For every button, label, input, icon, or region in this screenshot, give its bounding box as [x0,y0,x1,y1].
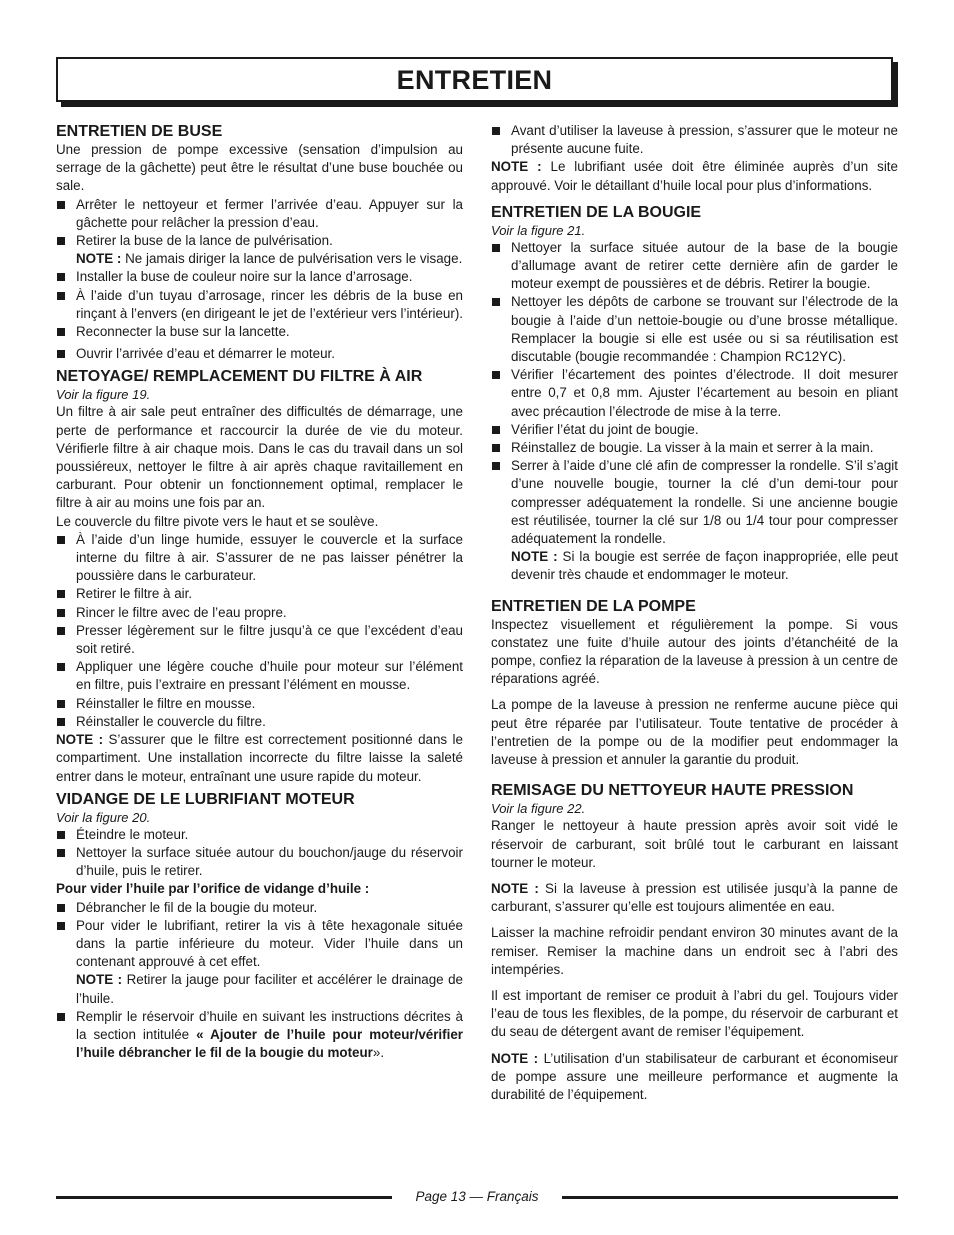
spark-plug-steps [491,239,898,585]
list-item: Ouvrir l’arrivée d’eau et démarrer le moteur. [56,345,463,363]
list-item: Retirer le filtre à air. [56,585,463,603]
figure-ref: Voir la figure 21. [491,222,586,238]
list-item: Presser légèrement sur le filtre jusqu’à ce que l’excédent d’eau soit retiré. [56,622,463,658]
heading-air-filter: NETOYAGE/ REMPLACEMENT DU FILTRE À AIR [56,368,423,386]
oil-leak-steps [491,122,898,158]
list-item: Réinstallez de bougie. La visser à la main et serrer à la main. [491,439,898,457]
list-item: Nettoyer la surface située autour de la base de la bougie d’allumage avant de retirer cette dernière afin de garder le moteur exempt de poussières et de débris. Retirer la bougie. [491,239,898,294]
storage-paragraph-3: Il est important de remiser ce produit à l’abri du gel. Toujours vider l’eau de tous les flexibles, de la pompe, du réservoir de carburant et du seau de détergent avant de remiser l’équipement. [491,987,898,1040]
list-item: À l’aide d’un tuyau d’arrosage, rincer les débris de la buse en rinçant à l’envers (en dirigeant le jet de l’extérieur vers l’intérieur). [56,287,463,323]
title-frame [56,57,893,102]
figure-ref: Voir la figure 19. [56,387,151,403]
list-item: Arrêter le nettoyeur et fermer l’arrivée d’eau. Appuyer sur la gâchette pour relâcher la pression d’eau. [56,196,463,232]
list-item: Vérifier l’état du joint de bougie. [491,421,898,439]
section-nozzle [56,122,463,363]
air-filter-note: NOTE : S’assurer que le filtre est correctement positionné dans le compartiment. Une installation incorrecte du filtre laisse la saleté entrer dans le moteur, entraînant une usure rapide du moteur. [56,732,463,784]
heading-spark-plug: ENTRETIEN DE LA BOUGIE [491,203,702,221]
list-item: Rincer le filtre avec de l’eau propre. [56,604,463,622]
note: NOTE : Ne jamais diriger la lance de pulvérisation vers le visage. [76,251,463,267]
storage-paragraph-1: Ranger le nettoyeur à haute pression après avoir soit vidé le réservoir de carburant, soit brûlé tout le carburant en laissant tourner le moteur. [491,818,898,870]
footer-rule-left [56,1196,392,1199]
section-oil-leak [491,122,898,195]
heading-oil-change: VIDANGE DE LE LUBRIFIANT MOTEUR [56,790,355,808]
note: NOTE : Si la bougie est serrée de façon inappropriée, elle peut devenir très chaude et endommager le moteur. [511,549,898,583]
list-item: Réinstaller le filtre en mousse. [56,695,463,713]
figure-ref: Voir la figure 22. [491,801,586,817]
list-item: Éteindre le moteur. [56,826,463,844]
air-filter-steps [56,531,463,731]
oil-drain-steps [56,899,463,1063]
pump-paragraph-2: La pompe de la laveuse à pression ne renferme aucune pièce qui peut être réparée par l’utilisateur. Toute tentative de procéder à l’entretien de la pompe ou de la modifier peut endommager la laveuse à pression et annuler la garantie du produit. [491,697,898,768]
list-item: Réinstaller le couvercle du filtre. [56,713,463,731]
page-footer [56,1188,898,1208]
heading-pump: ENTRETIEN DE LA POMPE [491,597,696,615]
section-storage [491,781,898,1104]
list-item: Installer la buse de couleur noire sur la lance d’arrosage. [56,268,463,286]
list-item: Vérifier l’écartement des pointes d’électrode. Il doit mesurer entre 0,7 et 0,8 mm. Ajuster l’écartement au besoin en pliant avec précaution l’électrode de mise à la terre. [491,366,898,421]
list-item: Serrer à l’aide d’une clé afin de compresser la rondelle. S’il s’agit d’une nouvelle bougie, tourner la clé d’un demi-tour pour compresser adéquatement la rondelle. Si une ancienne bougie est réutilisée, tourner la clé sur 1/8 ou 1/4 tour pour compresser adéquatement la rondelle. NOTE : Si la bougie est serrée de façon inappropriée, elle peut devenir très chaude et endommager le moteur. [491,457,898,584]
list-item: Appliquer une légère couche d’huile pour moteur sur l’élément en filtre, puis l’extraire en pressant l’élément en mousse. [56,658,463,694]
list-item: Nettoyer les dépôts de carbone se trouvant sur l’électrode de la bougie à l’aide d’un nettoie-bougie ou d’une brosse métallique. Remplacer la bougie si elle est usée ou si sa réutilisation est discutable (bougie recommandée : Champion RC12YC). [491,293,898,366]
list-item: Retirer la buse de la lance de pulvérisation. NOTE : Ne jamais diriger la lance de pulvérisation vers le visage. [56,232,463,268]
heading-nozzle: ENTRETIEN DE BUSE [56,123,223,140]
list-item: À l’aide d’un linge humide, essuyer le couvercle et la surface interne du filtre à air. S’assurer de ne pas laisser pénétrer la poussière dans le carburateur. [56,531,463,586]
list-item: Avant d’utiliser la laveuse à pression, s’assurer que le moteur ne présente aucune fuite. [491,122,898,158]
right-column [491,122,898,1104]
list-item: Remplir le réservoir d’huile en suivant les instructions décrites à la section intitulée « Ajouter de l’huile pour moteur/vérifier l’huile débrancher le fil de la bougie du moteur». [56,1008,463,1063]
figure-ref: Voir la figure 20. [56,809,151,825]
footer-rule-right [562,1196,898,1199]
left-column [56,122,463,1062]
pump-paragraph-1: Inspectez visuellement et régulièrement la pompe. Si vous constatez une fuite d’huile autour des joints d’étanchéité de la pompe, confiez la réparation de la laveuse à pression à un centre de réparations agréé. [491,616,898,687]
section-spark-plug [491,203,898,585]
section-air-filter [56,367,463,785]
nozzle-intro: Une pression de pompe excessive (sensation d’impulsion au serrage de la gâchette) peut être le résultat d’une buse bouchée ou sale. [56,142,463,194]
storage-note-1: NOTE : Si la laveuse à pression est utilisée jusqu’à la panne de carburant, s’assurer qu’elle est toujours alimentée en eau. [491,880,898,915]
section-oil-change [56,790,463,1063]
heading-storage: REMISAGE DU NETTOYEUR HAUTE PRESSION [491,782,854,800]
page-title: ENTRETIEN [396,65,553,95]
storage-note-2: NOTE : L’utilisation d’un stabilisateur de carburant et économiseur de pompe assure une meilleure performance et augmente la durabilité de l’équipement. [491,1050,898,1102]
list-item: Pour vider le lubrifiant, retirer la vis à tête hexagonale située dans la partie inférieure du moteur. Vider l’huile dans un contenant approuvé à cet effet. NOTE : Retirer la jauge pour faciliter et accélérer le drainage de l’huile. [56,917,463,1008]
oil-change-steps [56,826,463,881]
list-item: Débrancher le fil de la bougie du moteur. [56,899,463,917]
oil-drain-subheading: Pour vider l’huile par l’orifice de vidange d’huile : [56,881,370,897]
list-item: Nettoyer la surface située autour du bouchon/jauge du réservoir d’huile, puis le retirer. [56,844,463,880]
note: NOTE : Retirer la jauge pour faciliter et accélérer le drainage de l’huile. [76,972,463,1006]
list-item: Reconnecter la buse sur la lancette. [56,323,463,341]
page-title-box [56,57,898,107]
nozzle-steps [56,196,463,364]
oil-disposal-note: NOTE : Le lubrifiant usée doit être éliminée auprès d’un site approuvé. Voir le détaillant d’huile local pour plus d’informations. [491,159,898,193]
air-filter-intro-2: Le couvercle du filtre pivote vers le haut et se soulève. [56,513,379,529]
air-filter-intro: Un filtre à air sale peut entraîner des difficultés de démarrage, une perte de performance et raccourcir la durée de vie du moteur. Vérifierle filtre à air chaque mois. Dans le cas du travail dans un sol poussiéreux, nettoyer le filtre à air après chaque ravitaillement en carburant. Pour obtenir un fonctionnement optimal, remplacer le filtre à air au moins une fois par an. [56,404,463,511]
section-pump [491,597,898,770]
footer-page-label: Page 13 — Français [415,1189,539,1204]
storage-paragraph-2: Laisser la machine refroidir pendant environ 30 minutes avant de la remiser. Remiser la machine dans un endroit sec à l’abri des intempéries. [491,925,898,977]
